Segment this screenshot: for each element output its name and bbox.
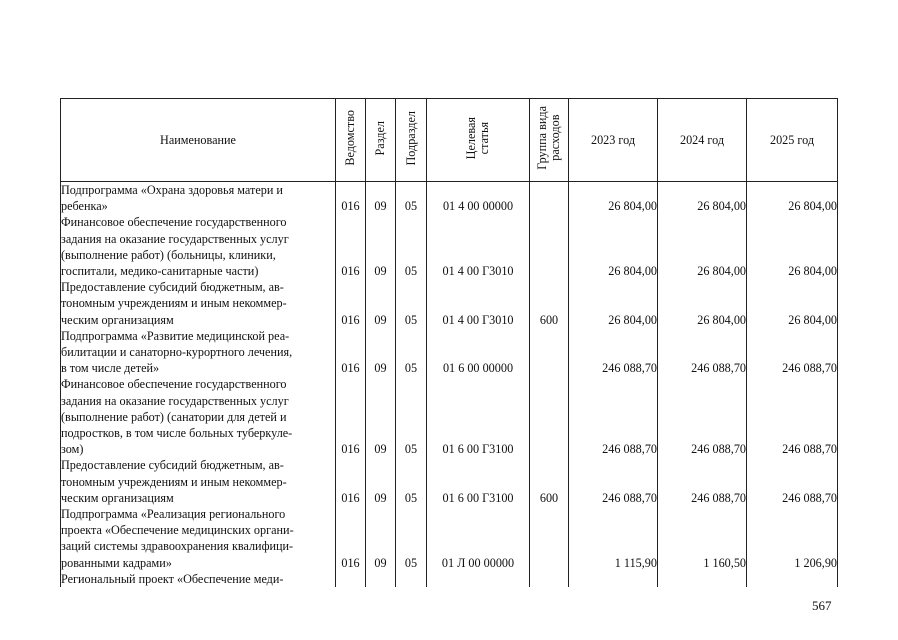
header-vedomstvo: Ведомство xyxy=(336,99,366,182)
header-year-2025: 2025 год xyxy=(747,99,838,182)
table-row xyxy=(61,214,838,279)
header-gruppa-vida-rashodov: Группа вида расходов xyxy=(530,99,569,182)
cell-vedomstvo: 016 xyxy=(336,376,366,457)
cell-amount-2024 xyxy=(658,571,747,587)
header-celevaya-statya: Целевая статья xyxy=(427,99,530,182)
cell-name-line: Финансовое обеспечение государственного xyxy=(61,377,287,392)
header-year-2023: 2023 год xyxy=(569,99,658,182)
cell-gruppa-vida-rashodov xyxy=(530,214,569,279)
cell-celevaya-statya: 01 4 00 Г3010 xyxy=(427,214,530,279)
header-razdel: Раздел xyxy=(366,99,396,182)
cell-gruppa-vida-rashodov: 600 xyxy=(530,279,569,328)
header-podrazdel: Подраздел xyxy=(396,99,427,182)
cell-amount-2024: 1 160,50 xyxy=(658,506,747,571)
cell-podrazdel: 05 xyxy=(396,457,427,506)
cell-name-line: заций системы здравоохранения квалифици- xyxy=(61,539,294,554)
cell-podrazdel xyxy=(396,571,427,587)
cell-razdel: 09 xyxy=(366,279,396,328)
cell-name-line: госпитали, медико-санитарные части) xyxy=(61,264,259,279)
cell-amount-2025: 1 206,90 xyxy=(747,506,838,571)
cell-celevaya-statya: 01 6 00 00000 xyxy=(427,328,530,377)
cell-gruppa-vida-rashodov xyxy=(530,506,569,571)
cell-amount-2025: 246 088,70 xyxy=(747,457,838,506)
cell-gruppa-vida-rashodov xyxy=(530,328,569,377)
cell-vedomstvo: 016 xyxy=(336,328,366,377)
cell-vedomstvo: 016 xyxy=(336,457,366,506)
page-number: 567 xyxy=(812,598,832,613)
cell-podrazdel: 05 xyxy=(396,328,427,377)
cell-name-line: ческим организациям xyxy=(61,490,174,505)
cell-amount-2025: 26 804,00 xyxy=(747,182,838,215)
cell-vedomstvo xyxy=(336,571,366,587)
table-header-row xyxy=(61,99,838,182)
cell-name-line: Региональный проект «Обеспечение меди- xyxy=(61,571,284,586)
cell-razdel xyxy=(366,571,396,587)
cell-name-line: рованными кадрами» xyxy=(61,555,172,570)
cell-vedomstvo: 016 xyxy=(336,182,366,215)
cell-gruppa-vida-rashodov xyxy=(530,376,569,457)
cell-amount-2023: 246 088,70 xyxy=(569,328,658,377)
budget-table xyxy=(60,98,838,587)
cell-name-line: Предоставление субсидий бюджетным, ав- xyxy=(61,458,284,473)
table-row xyxy=(61,571,838,587)
cell-name-line: подростков, в том числе больных туберкуле- xyxy=(61,426,293,441)
cell-amount-2025 xyxy=(747,571,838,587)
table-row xyxy=(61,376,838,457)
cell-podrazdel: 05 xyxy=(396,279,427,328)
cell-razdel: 09 xyxy=(366,328,396,377)
cell-gruppa-vida-rashodov xyxy=(530,182,569,215)
cell-name-line: билитации и санаторно-курортного лечения, xyxy=(61,345,293,360)
cell-name-line: Финансовое обеспечение государственного xyxy=(61,215,287,230)
table-row xyxy=(61,328,838,377)
cell-name xyxy=(61,506,336,571)
cell-razdel: 09 xyxy=(366,376,396,457)
cell-name-line: тономным учреждениям и иным некоммер- xyxy=(61,474,287,489)
cell-podrazdel: 05 xyxy=(396,214,427,279)
cell-amount-2025: 26 804,00 xyxy=(747,279,838,328)
cell-name-line: Подпрограмма «Развитие медицинской реа- xyxy=(61,328,290,343)
table-row xyxy=(61,279,838,328)
cell-celevaya-statya: 01 4 00 00000 xyxy=(427,182,530,215)
cell-amount-2024: 246 088,70 xyxy=(658,328,747,377)
cell-amount-2023: 26 804,00 xyxy=(569,182,658,215)
cell-amount-2023: 246 088,70 xyxy=(569,457,658,506)
cell-amount-2024: 246 088,70 xyxy=(658,457,747,506)
cell-amount-2023: 1 115,90 xyxy=(569,506,658,571)
cell-celevaya-statya xyxy=(427,571,530,587)
cell-name xyxy=(61,182,336,215)
cell-name-line: Предоставление субсидий бюджетным, ав- xyxy=(61,280,284,295)
cell-amount-2024: 26 804,00 xyxy=(658,279,747,328)
cell-celevaya-statya: 01 6 00 Г3100 xyxy=(427,376,530,457)
cell-name xyxy=(61,376,336,457)
header-name: Наименование xyxy=(61,99,336,182)
table-row xyxy=(61,506,838,571)
cell-amount-2024: 26 804,00 xyxy=(658,182,747,215)
cell-name-line: задания на оказание государственных услуг xyxy=(61,231,289,246)
cell-name-line: задания на оказание государственных услуг xyxy=(61,393,289,408)
cell-name-line: тономным учреждениям и иным некоммер- xyxy=(61,296,287,311)
cell-vedomstvo: 016 xyxy=(336,506,366,571)
cell-name-line: в том числе детей» xyxy=(61,361,160,376)
cell-name xyxy=(61,571,336,587)
header-year-2024: 2024 год xyxy=(658,99,747,182)
cell-amount-2023: 246 088,70 xyxy=(569,376,658,457)
cell-vedomstvo: 016 xyxy=(336,279,366,328)
cell-name xyxy=(61,279,336,328)
cell-gruppa-vida-rashodov: 600 xyxy=(530,457,569,506)
cell-name-line: Подпрограмма «Реализация регионального xyxy=(61,507,286,522)
cell-amount-2024: 246 088,70 xyxy=(658,376,747,457)
cell-name xyxy=(61,457,336,506)
cell-vedomstvo: 016 xyxy=(336,214,366,279)
cell-name-line: Подпрограмма «Охрана здоровья матери и xyxy=(61,183,283,197)
cell-amount-2025: 246 088,70 xyxy=(747,376,838,457)
cell-name-line: ческим организациям xyxy=(61,312,174,327)
cell-amount-2023: 26 804,00 xyxy=(569,279,658,328)
cell-razdel: 09 xyxy=(366,214,396,279)
cell-celevaya-statya: 01 4 00 Г3010 xyxy=(427,279,530,328)
cell-amount-2025: 246 088,70 xyxy=(747,328,838,377)
cell-celevaya-statya: 01 6 00 Г3100 xyxy=(427,457,530,506)
cell-amount-2023 xyxy=(569,571,658,587)
cell-name xyxy=(61,328,336,377)
cell-podrazdel: 05 xyxy=(396,182,427,215)
cell-name-line: зом) xyxy=(61,442,84,457)
cell-name-line: (выполнение работ) (санатории для детей и xyxy=(61,409,287,424)
table-row xyxy=(61,457,838,506)
cell-name-line: проекта «Обеспечение медицинских органи- xyxy=(61,523,294,538)
cell-podrazdel: 05 xyxy=(396,376,427,457)
cell-razdel: 09 xyxy=(366,457,396,506)
cell-celevaya-statya: 01 Л 00 00000 xyxy=(427,506,530,571)
cell-podrazdel: 05 xyxy=(396,506,427,571)
cell-amount-2023: 26 804,00 xyxy=(569,214,658,279)
cell-amount-2024: 26 804,00 xyxy=(658,214,747,279)
cell-razdel: 09 xyxy=(366,506,396,571)
cell-name xyxy=(61,214,336,279)
cell-gruppa-vida-rashodov xyxy=(530,571,569,587)
cell-amount-2025: 26 804,00 xyxy=(747,214,838,279)
table-row xyxy=(61,182,838,215)
cell-name-line: (выполнение работ) (больницы, клиники, xyxy=(61,247,276,262)
cell-razdel: 09 xyxy=(366,182,396,215)
cell-name-line: ребенка» xyxy=(61,199,108,214)
